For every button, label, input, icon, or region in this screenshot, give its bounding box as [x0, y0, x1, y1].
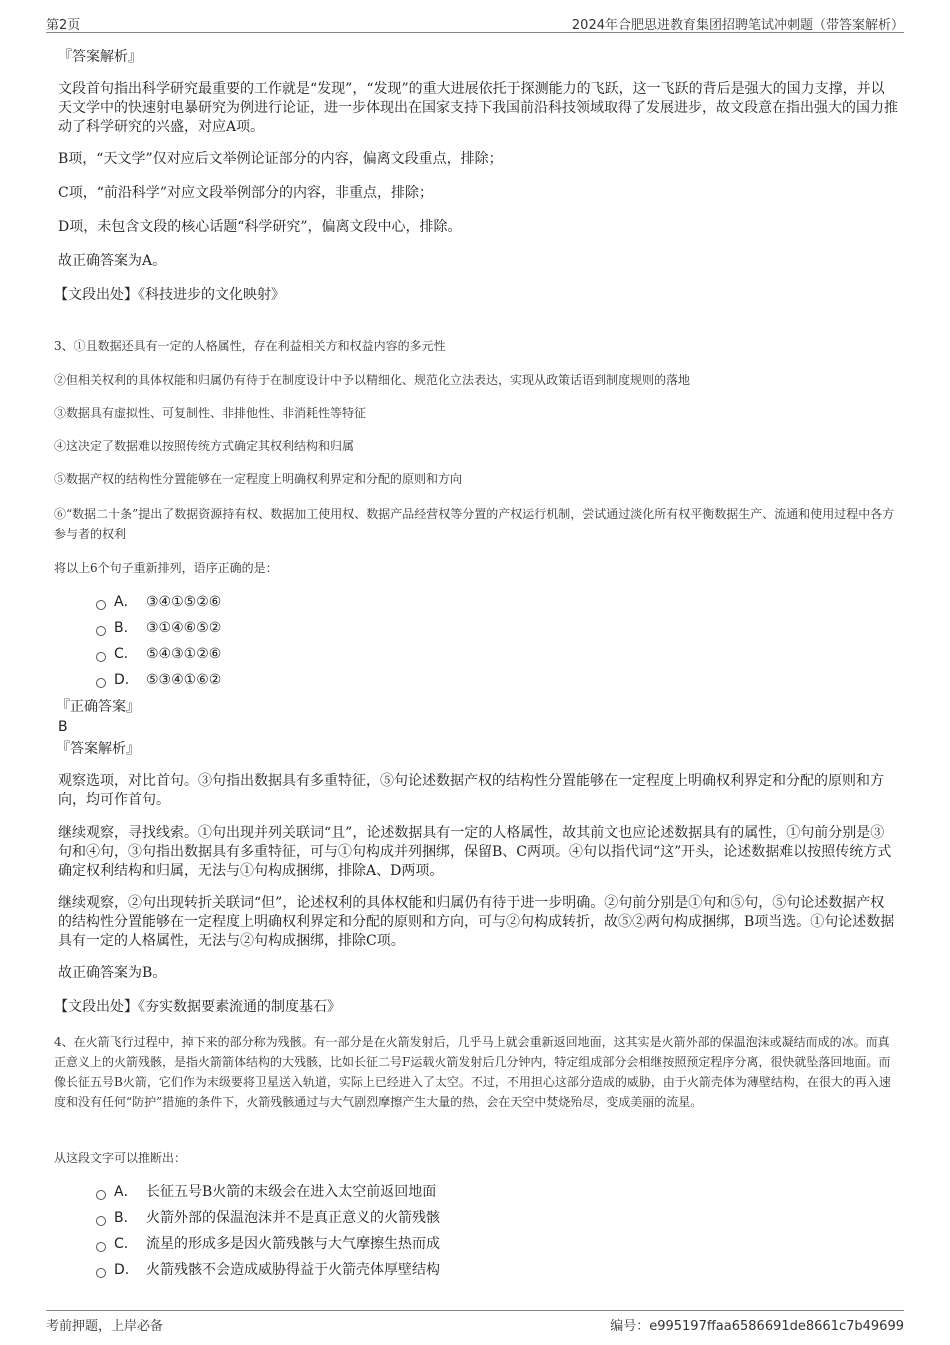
radio-button-icon[interactable] [96, 626, 106, 636]
q3-option-b[interactable] [96, 618, 221, 638]
radio-button-icon[interactable] [96, 600, 106, 610]
q3-prompt: 将以上6个句子重新排列，语序正确的是： [54, 561, 278, 575]
page-header [46, 12, 904, 33]
q3-sentence-3: ③数据具有虚拟性、可复制性、非排他性、非消耗性等特征 [54, 406, 367, 420]
q3-analysis-para3: 继续观察，②句出现转折关联词“但”，论述权利的具体权能和归属仍有待于进一步明确。②句前分别是①句和⑤句，⑤句论述数据产权的结构性分置能够在一定程度上明确权利界定和分配的原则和方向，可与②句构成转折，故⑤②两句构成捆绑，B项当选。①句论述数据具有一定的人格属性，无法与②句构成捆绑，排除C项。 [58, 895, 895, 949]
page-number: 第2页 [46, 18, 81, 33]
radio-button-icon[interactable] [96, 1268, 106, 1278]
option-letter: C. [114, 1236, 129, 1252]
option-text: 火箭外部的保温泡沫并不是真正意义的火箭残骸 [146, 1210, 440, 1226]
radio-button-icon[interactable] [96, 1216, 106, 1226]
radio-button-icon[interactable] [96, 652, 106, 662]
q3-sentence-6: ⑥“数据二十条”提出了数据资源持有权、数据加工使用权、数据产品经营权等分置的产权运行机制，尝试通过淡化所有权平衡数据生产、流通和使用过程中各方参与者的权利 [54, 507, 895, 541]
option-text: ⑤③④①⑥② [146, 672, 222, 688]
q3-option-a[interactable] [96, 592, 221, 612]
option-letter: B. [114, 1210, 129, 1226]
q2-analysis-para4: D项，未包含文段的核心话题“科学研究”，偏离文段中心，排除。 [58, 219, 462, 235]
option-text: ⑤④③①②⑥ [146, 646, 222, 662]
q3-analysis-label: 『答案解析』 [56, 741, 140, 757]
option-letter: C. [114, 646, 129, 662]
q2-analysis-label: 『答案解析』 [58, 49, 142, 65]
option-letter: A． [114, 594, 138, 610]
footer-slogan: 考前押题，上岸必备 [46, 1319, 164, 1334]
q3-sentence-1: 3、①且数据还具有一定的人格属性，存在利益相关方和权益内容的多元性 [54, 339, 446, 353]
q4-option-c[interactable] [96, 1234, 440, 1254]
q3-conclusion: 故正确答案为B。 [58, 965, 167, 981]
option-letter: B. [114, 620, 129, 636]
option-text: ③①④⑥⑤② [146, 620, 222, 636]
q4-prompt: 从这段文字可以推断出： [54, 1151, 187, 1165]
radio-button-icon[interactable] [96, 678, 106, 688]
q4-option-a[interactable] [96, 1182, 436, 1202]
option-letter: A． [114, 1184, 138, 1200]
option-text: 长征五号B火箭的末级会在进入太空前返回地面 [146, 1184, 437, 1200]
option-letter: D. [114, 1262, 130, 1278]
q2-source: 【文段出处】《科技进步的文化映射》 [54, 287, 285, 303]
q3-option-d[interactable] [96, 670, 221, 690]
radio-button-icon[interactable] [96, 1190, 106, 1200]
q3-analysis-para2: 继续观察，寻找线索。①句出现并列关联词“且”，论述数据具有一定的人格属性，故其前文也应论述数据具有的属性，①句前分别是③句和④句，③句指出数据具有多重特征，可与①句构成并列捆绑，保留B、C两项。④句以指代词“这”开头，论述数据难以按照传统方式确定权利结构和归属，无法与①句构成捆绑，排除A、D两项。 [58, 825, 892, 879]
q4-stem: 4、在火箭飞行过程中，掉下来的部分称为残骸。有一部分是在火箭发射后，几乎马上就会重新返回地面，这其实是火箭外部的保温泡沫或凝结而成的冰。而真正意义上的火箭残骸，是指火箭箭体结构的大残骸，比如长征二号F运载火箭发射后几分钟内，特定组成部分会相继按照预定程序分离，很快就坠落回地面。而像长征五号B火箭，它们作为末级要将卫星送入轨道，实际上已经进入了太空。不过，不用担心这部分造成的威胁，由于火箭壳体为薄壁结构，在很大的再入速度和没有任何“防护”措施的条件下，火箭残骸通过与大气剧烈摩擦产生大量的热，会在天空中焚烧殆尽，变成美丽的流星。 [54, 1035, 891, 1109]
q3-answer: B [58, 719, 68, 735]
q3-sentence-2: ②但相关权利的具体权能和归属仍有待于在制度设计中予以精细化、规范化立法表达，实现从政策话语到制度规则的落地 [54, 373, 691, 387]
q3-option-c[interactable] [96, 644, 221, 664]
option-text: 火箭残骸不会造成威胁得益于火箭壳体厚壁结构 [146, 1262, 440, 1278]
q3-answer-label: 『正确答案』 [56, 699, 140, 715]
q3-sentence-4: ④这决定了数据难以按照传统方式确定其权利结构和归属 [54, 439, 355, 453]
q2-analysis-para1: 文段首句指出科学研究最重要的工作就是“发现”，“发现”的重大进展依托于探测能力的飞跃，这一飞跃的背后是强大的国力支撑，并以天文学中的快速射电暴研究为例进行论证，进一步体现出在国家支持下我国前沿科技领域取得了发展进步，故文段意在指出强大的国力推动了科学研究的兴盛，对应A项。 [58, 81, 898, 135]
q4-option-b[interactable] [96, 1208, 440, 1228]
option-text: 流星的形成多是因火箭残骸与大气摩擦生热而成 [146, 1236, 440, 1252]
q3-source: 【文段出处】《夯实数据要素流通的制度基石》 [54, 999, 341, 1015]
option-text: ③④①⑤②⑥ [146, 594, 222, 610]
document-code: 编号：e995197ffaa6586691de8661c7b49699 [610, 1319, 904, 1334]
q3-sentence-5: ⑤数据产权的结构性分置能够在一定程度上明确权利界定和分配的原则和方向 [54, 472, 463, 486]
q2-analysis-para2: B项，“天文学”仅对应后文举例论证部分的内容，偏离文段重点，排除； [58, 151, 503, 167]
q2-analysis-para3: C项，“前沿科学”对应文段举例部分的内容，非重点，排除； [58, 185, 434, 201]
radio-button-icon[interactable] [96, 1242, 106, 1252]
q2-conclusion: 故正确答案为A。 [58, 253, 167, 269]
option-letter: D. [114, 672, 130, 688]
q3-analysis-para1: 观察选项，对比首句。③句指出数据具有多重特征，⑤句论述数据产权的结构性分置能够在一定程度上明确权利界定和分配的原则和方向，均可作首句。 [58, 773, 884, 808]
document-title: 2024年合肥思进教育集团招聘笔试冲刺题（带答案解析） [571, 18, 904, 33]
page-footer [46, 1310, 904, 1333]
q4-option-d[interactable] [96, 1260, 440, 1280]
